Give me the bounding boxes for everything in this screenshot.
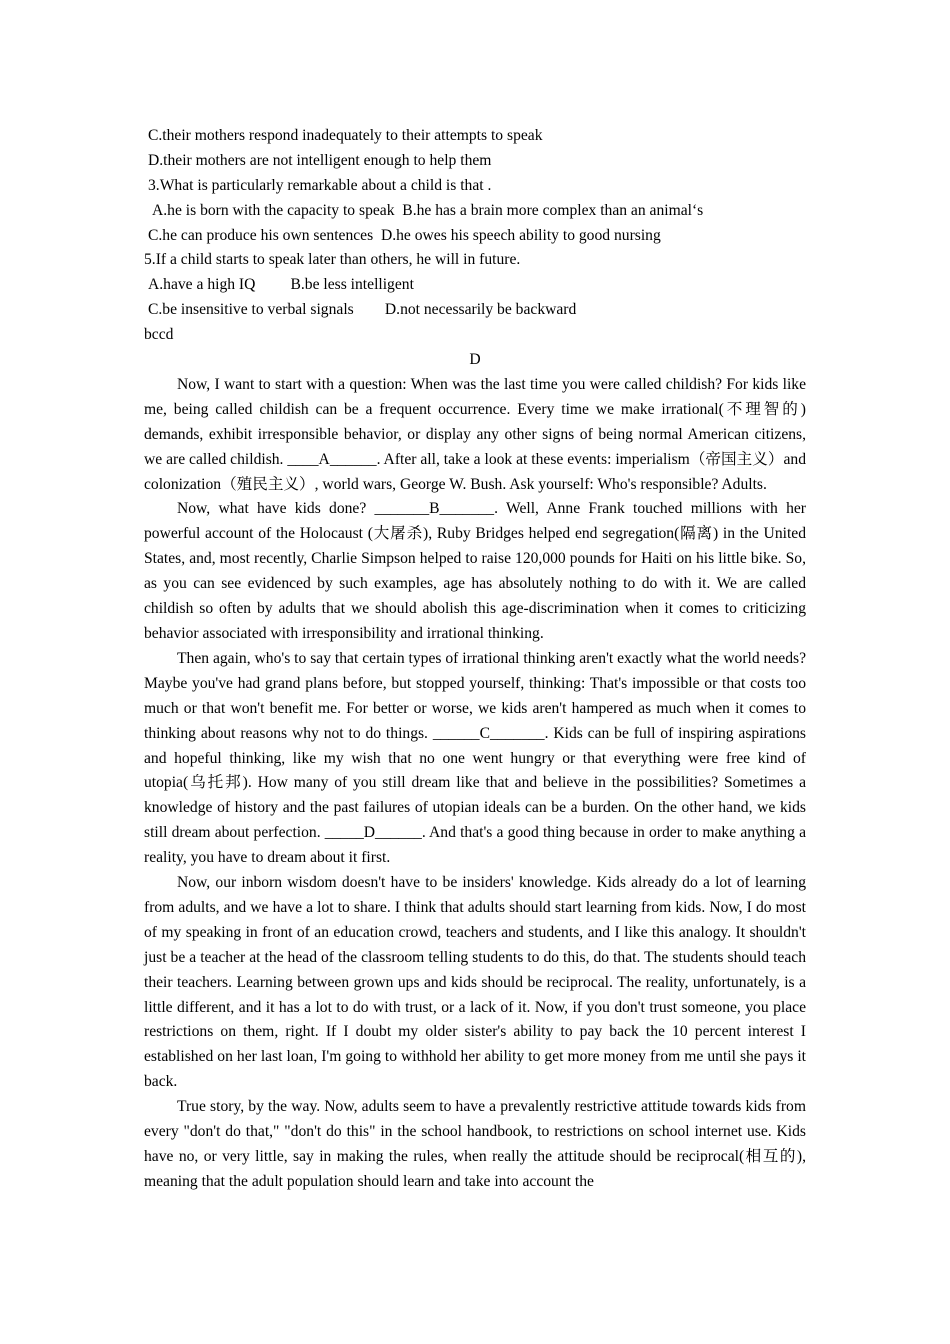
document-page — [144, 124, 806, 1195]
question-option-line: A.he is born with the capacity to speak B.he has a brain more complex than an animal‘s — [152, 201, 704, 219]
passage-paragraph: Now, I want to start with a question: When was the last time you were called childish? For kids like me, being called childish can be a frequent occurrence. Every time we make irrational(不理智的) demands, exhibit irresponsible behavior, or display any other signs of being normal American citizens, we are called childish. ____A______. After all, take a look at these events: imperialism（帝国主义）and colonization（殖民主义）, world wars, George W. Bush. Ask yourself: Who's responsible? Adults. — [144, 375, 806, 493]
passage-paragraph: Now, what have kids done? _______B_______. Well, Anne Frank touched millions with her powerful account of the Holocaust (大屠杀), Ruby Bridges helped end segregation(隔离) in the United States, and, most recently, Charlie Simpson helped to raise 120,000 pounds for Haiti on his little bike. So, as you can see evidenced by such examples, age has absolutely nothing to do with it. We are called childish so often by adults that we should abolish this age-discrimination when it comes to criticizing behavior associated with irresponsibility and irrational thinking. — [144, 500, 806, 642]
passage-paragraph: Then again, who's to say that certain types of irrational thinking aren't exactly what the world needs? Maybe you've had grand plans before, but stopped yourself, thinking: That's impossible or that costs too much or that won't benefit me. For better or worse, we kids aren't hampered as much when it comes to thinking about reasons why not to do things. ______C_______. Kids can be full of inspiring aspirations and hopeful thinking, like my wish that no one went hungry or that everything were free kind of utopia(乌托邦). How many of you still dream like that and believe in the possibilities? Sometimes a knowledge of history and the past failures of utopian ideals can be a burden. On the other hand, we kids still dream about perfection. _____D______. And that's a good thing because in order to make anything a reality, you have to dream about it first. — [144, 649, 806, 867]
question-stem-line: 3.What is particularly remarkable about a child is that . — [148, 176, 492, 194]
passage-paragraph: True story, by the way. Now, adults seem to have a prevalently restrictive attitude towards kids from every "don't do that," "don't do this" in the school handbook, to restrictions on school internet use. Kids have no, or very little, say in making the rules, when really the attitude should be reciprocal(相互的), meaning that the adult population should learn and take into account the — [144, 1098, 806, 1190]
question-option-line: A.have a high IQ B.be less intelligent — [148, 276, 414, 294]
question-option-line: C.be insensitive to verbal signals D.not necessarily be backward — [148, 301, 577, 319]
question-option-line: C.he can produce his own sentences D.he owes his speech ability to good nursing — [148, 226, 661, 244]
answer-key: bccd — [144, 326, 174, 344]
question-option-line: C.their mothers respond inadequately to their attempts to speak — [148, 127, 543, 144]
passage-paragraph: Now, our inborn wisdom doesn't have to be insiders' knowledge. Kids already do a lot of learning from adults, and we have a lot to share. I think that adults should start learning from kids. Now, I do most of my speaking in front of an education crowd, teachers and students, and I like this analogy. It shouldn't just be a teacher at the head of the classroom telling students to do this, do that. The students should teach their teachers. Learning between grown ups and kids should be reciprocal. The reality, unfortunately, is a little different, and it has a lot to do with trust, or a lack of it. Now, if you don't trust someone, you place restrictions on them, right. If I doubt my older sister's ability to pay back the 10 percent interest I established on her last loan, I'm going to withhold her ability to get more money from me until she pays it back. — [144, 874, 806, 1091]
section-title: D — [469, 351, 481, 369]
question-option-line: D.their mothers are not intelligent enough to help them — [148, 151, 492, 169]
question-stem-line: 5.If a child starts to speak later than others, he will in future. — [144, 251, 521, 269]
